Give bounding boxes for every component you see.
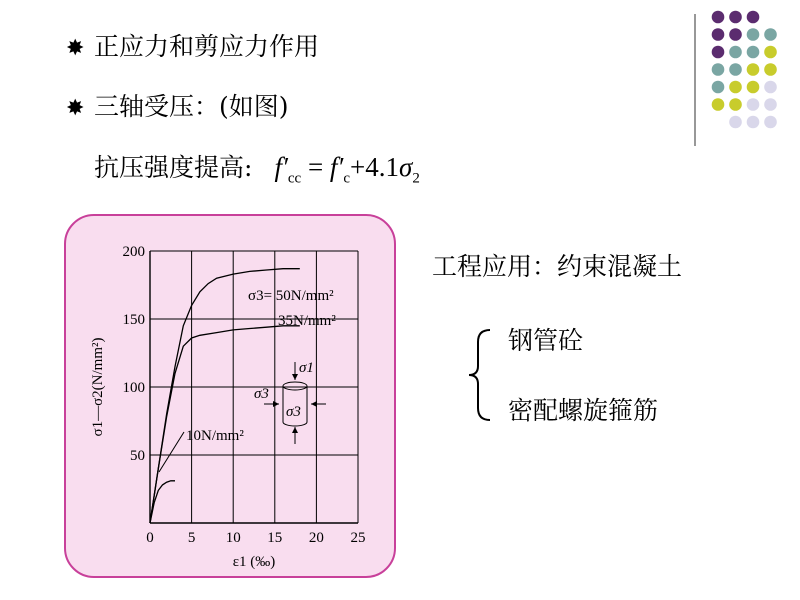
decorative-dot — [712, 63, 725, 76]
decorative-dot — [729, 28, 742, 41]
series-line — [150, 269, 300, 523]
decorative-dot — [747, 63, 760, 76]
series-label: σ3= 50N/mm² — [248, 288, 334, 304]
strength-formula — [274, 152, 420, 187]
decorative-dot — [747, 98, 760, 111]
x-tick-label: 25 — [350, 530, 366, 546]
left-brace-icon — [466, 328, 496, 422]
y-tick-label: 50 — [130, 448, 145, 464]
specimen-diagram-icon — [254, 360, 326, 444]
decorative-dot — [764, 63, 777, 76]
strength-formula-line — [94, 150, 420, 195]
decorative-dot — [729, 11, 742, 24]
y-tick-label: 100 — [122, 380, 145, 396]
decorative-dot — [712, 28, 725, 41]
decorative-dot — [764, 81, 777, 94]
stress-arrowhead — [292, 427, 298, 433]
decorative-dot — [747, 28, 760, 41]
bullet-item — [66, 92, 289, 124]
formula-rhs-symbol: f′ — [329, 152, 344, 182]
stress-arrowhead — [273, 401, 279, 407]
sigma3-annotation: σ3 — [254, 386, 269, 402]
decorative-dot — [747, 116, 760, 129]
decorative-dot — [729, 81, 742, 94]
series-line — [150, 481, 175, 523]
sigma1-annotation: σ1 — [299, 360, 314, 376]
formula-equals: = — [307, 152, 324, 182]
decorative-dot — [764, 46, 777, 59]
flower-bullet-icon: ✸ — [66, 96, 85, 121]
series-label: 10N/mm² — [186, 428, 244, 444]
stress-arrowhead — [311, 401, 317, 407]
y-tick-label: 200 — [122, 244, 145, 260]
application-title: 工程应用：约束混凝土 — [432, 252, 683, 281]
x-tick-label: 10 — [225, 530, 241, 546]
stress-strain-chart — [64, 214, 396, 578]
series-label: 35N/mm² — [278, 313, 336, 329]
decorative-dot — [729, 63, 742, 76]
sigma3-annotation: σ3 — [286, 404, 301, 420]
cylinder-top — [283, 382, 307, 390]
formula-coefficient: +4.1 — [350, 152, 399, 182]
decorative-dot — [712, 98, 725, 111]
y-axis-label: σ1—σ2(N/mm²) — [90, 337, 106, 437]
formula-lhs-symbol: f′ — [274, 152, 288, 182]
x-tick-label: 15 — [267, 530, 283, 546]
decorative-dot — [764, 116, 777, 129]
series-line — [150, 326, 300, 523]
decorative-dot — [764, 28, 777, 41]
decorative-dot — [747, 11, 760, 24]
decorative-dot — [729, 46, 742, 59]
y-tick-label: 150 — [122, 312, 145, 328]
stress-arrowhead — [292, 374, 298, 380]
formula-sigma: σ — [399, 152, 413, 182]
decorative-dot — [712, 46, 725, 59]
decorative-dot — [747, 81, 760, 94]
x-tick-label: 5 — [187, 530, 196, 546]
decorative-dot — [712, 11, 725, 24]
x-axis-label: ε1 (‰) — [232, 554, 276, 570]
flower-bullet-icon: ✸ — [66, 36, 85, 61]
formula-rhs-subscript: c — [343, 170, 351, 187]
bullet-text: 正应力和剪应力作用 — [94, 32, 320, 61]
decorative-dot — [764, 98, 777, 111]
decorative-dot — [729, 116, 742, 129]
x-tick-label: 0 — [146, 530, 154, 546]
decorative-dot — [712, 81, 725, 94]
cylinder-bottom — [283, 422, 307, 426]
bullet-text: 三轴受压：(如图) — [94, 92, 289, 121]
bullet-item — [66, 32, 319, 64]
formula-lhs-subscript: cc — [287, 170, 302, 187]
x-tick-label: 20 — [308, 530, 324, 546]
formula-sigma-subscript: 2 — [412, 170, 420, 187]
application-item: 钢管砼 — [508, 326, 584, 355]
decorative-dot — [747, 46, 760, 59]
formula-label: 抗压强度提高: — [94, 153, 253, 182]
application-item: 密配螺旋箍筋 — [508, 396, 659, 425]
decorative-dot — [729, 98, 742, 111]
